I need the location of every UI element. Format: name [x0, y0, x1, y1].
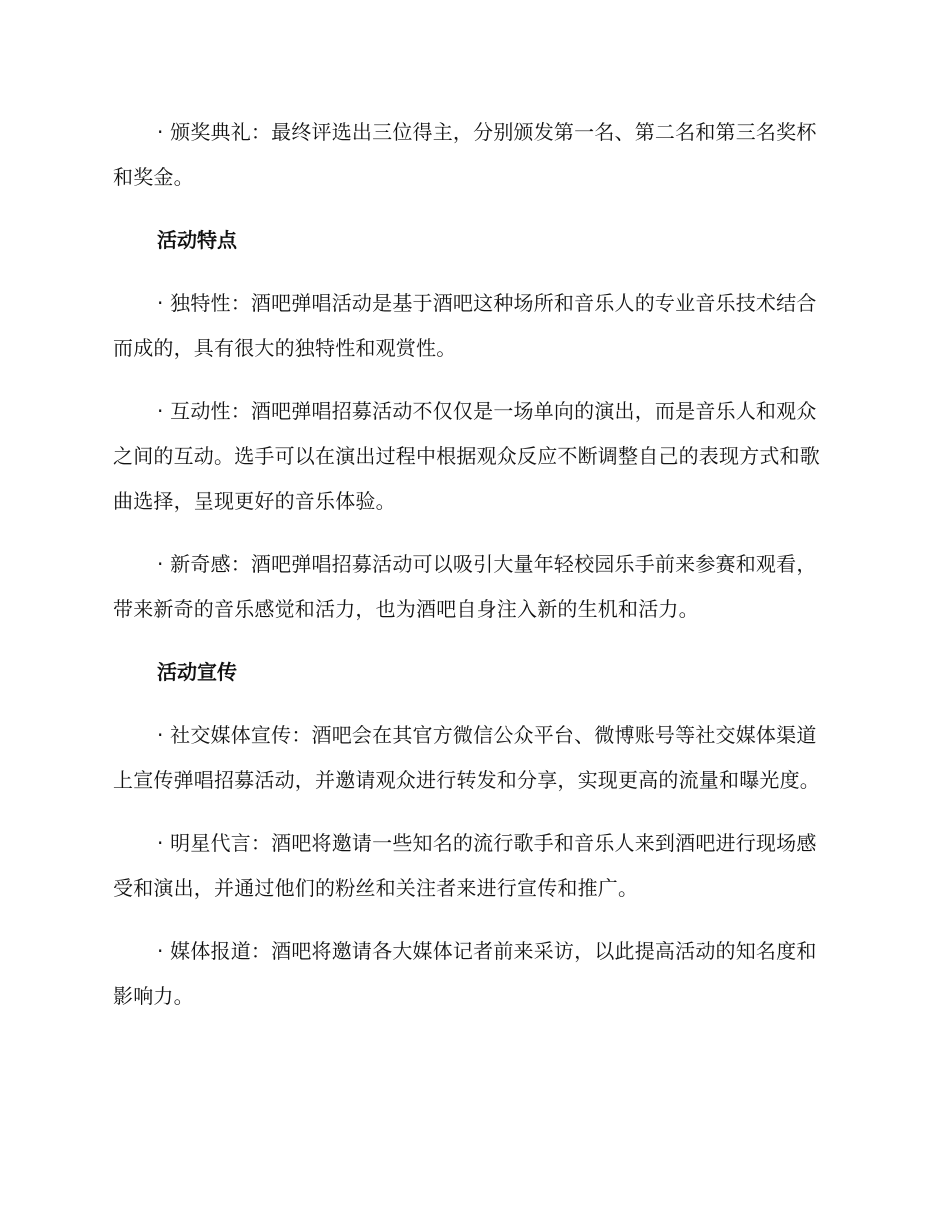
paragraph-novelty: · 新奇感：酒吧弹唱招募活动可以吸引大量年轻校园乐手前来参赛和观看，带来新奇的音乐感觉和活力，也为酒吧自身注入新的生机和活力。 — [113, 552, 817, 621]
document-body — [113, 110, 835, 1037]
heading-activity-promotion: 活动宣传 — [157, 660, 237, 684]
paragraph-uniqueness: · 独特性：酒吧弹唱活动是基于酒吧这种场所和音乐人的专业音乐技术结合而成的，具有很大的独特性和观赏性。 — [113, 291, 817, 360]
paragraph-media-coverage: · 媒体报道：酒吧将邀请各大媒体记者前来采访，以此提高活动的知名度和影响力。 — [113, 939, 817, 1008]
paragraph-celebrity-endorsement: · 明星代言：酒吧将邀请一些知名的流行歌手和音乐人来到酒吧进行现场感受和演出，并通过他们的粉丝和关注者来进行宣传和推广。 — [113, 831, 817, 900]
paragraph-award-ceremony: · 颁奖典礼：最终评选出三位得主，分别颁发第一名、第二名和第三名奖杯和奖金。 — [113, 120, 817, 189]
heading-activity-features: 活动特点 — [157, 228, 237, 252]
paragraph-interactivity: · 互动性：酒吧弹唱招募活动不仅仅是一场单向的演出，而是音乐人和观众之间的互动。选手可以在演出过程中根据观众反应不断调整自己的表现方式和歌曲选择，呈现更好的音乐体验。 — [113, 399, 820, 513]
paragraph-social-media: · 社交媒体宣传：酒吧会在其官方微信公众平台、微博账号等社交媒体渠道上宣传弹唱招募活动，并邀请观众进行转发和分享，实现更高的流量和曝光度。 — [113, 723, 820, 792]
